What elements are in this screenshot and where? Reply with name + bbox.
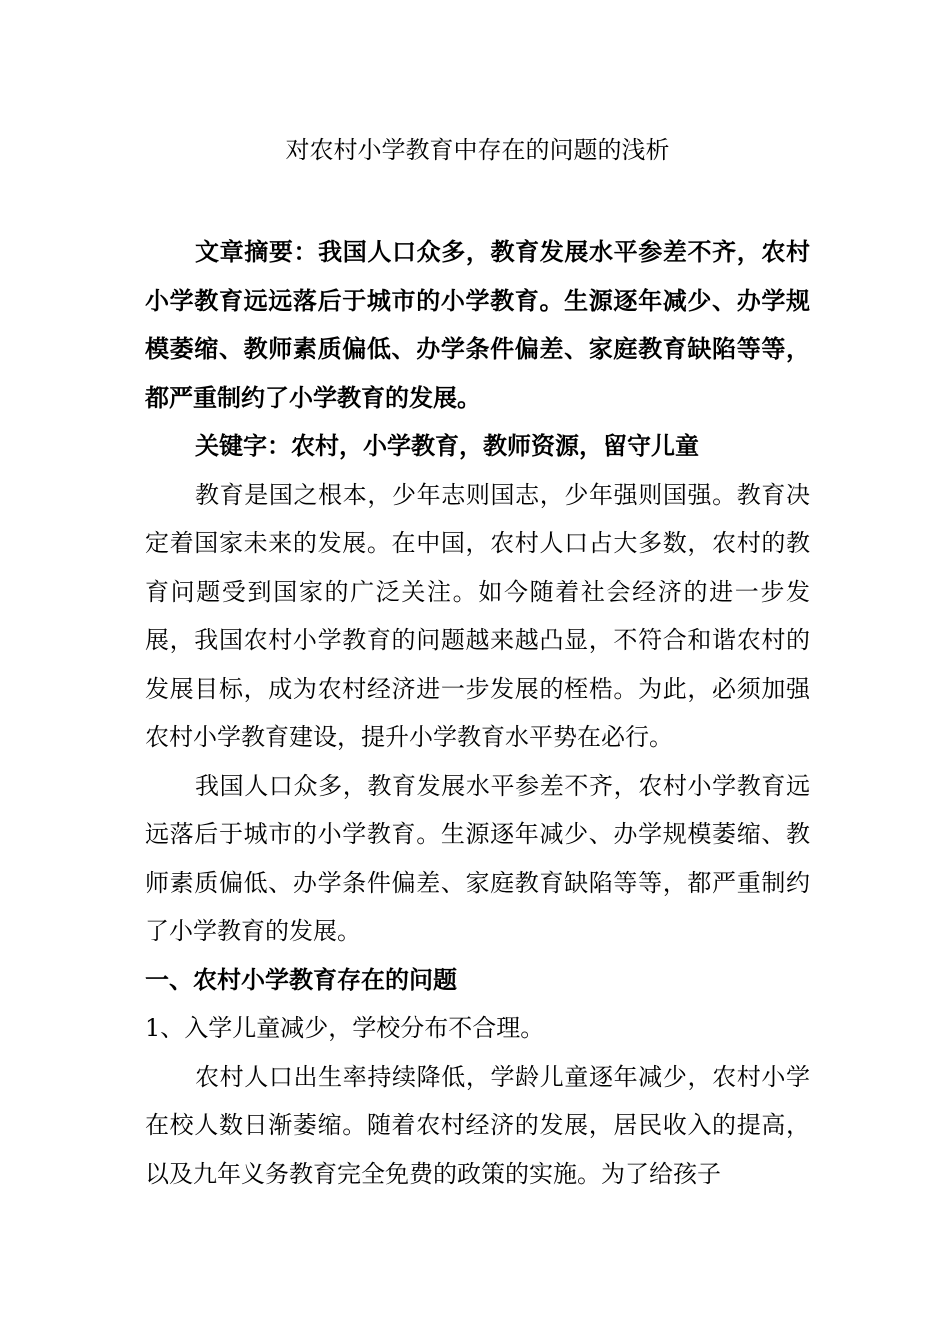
section-paragraph: 农村人口出生率持续降低，学龄儿童逐年减少，农村小学在校人数日渐萎缩。随着农村经济的发展，居民收入的提高，以及九年义务教育完全免费的政策的实施。为了给孩子 bbox=[145, 1062, 810, 1188]
subsection-heading: 1、入学儿童减少，学校分布不合理。 bbox=[145, 1014, 545, 1042]
section-heading: 一、农村小学教育存在的问题 bbox=[145, 964, 457, 994]
document-title: 对农村小学教育中存在的问题的浅析 bbox=[285, 136, 670, 164]
keywords-paragraph: 关键字：农村，小学教育，教师资源，留守儿童 bbox=[195, 431, 699, 460]
document-body bbox=[145, 228, 810, 1198]
body-paragraph-2: 我国人口众多，教育发展水平参差不齐，农村小学教育远远落后于城市的小学教育。生源逐年减少、办学规模萎缩、教师素质偏低、办学条件偏差、家庭教育缺陷等等，都严重制约了小学教育的发展。 bbox=[145, 771, 810, 945]
body-paragraph-1: 教育是国之根本，少年志则国志，少年强则国强。教育决定着国家未来的发展。在中国，农村人口占大多数，农村的教育问题受到国家的广泛关注。如今随着社会经济的进一步发展，我国农村小学教育的问题越来越凸显，不符合和谐农村的发展目标，成为农村经济进一步发展的桎梏。为此，必须加强农村小学教育建设，提升小学教育水平势在必行。 bbox=[145, 480, 810, 751]
abstract-paragraph: 文章摘要：我国人口众多，教育发展水平参差不齐，农村小学教育远远落后于城市的小学教育。生源逐年减少、办学规模萎缩、教师素质偏低、办学条件偏差、家庭教育缺陷等等，都严重制约了小学教育的发展。 bbox=[145, 237, 810, 412]
